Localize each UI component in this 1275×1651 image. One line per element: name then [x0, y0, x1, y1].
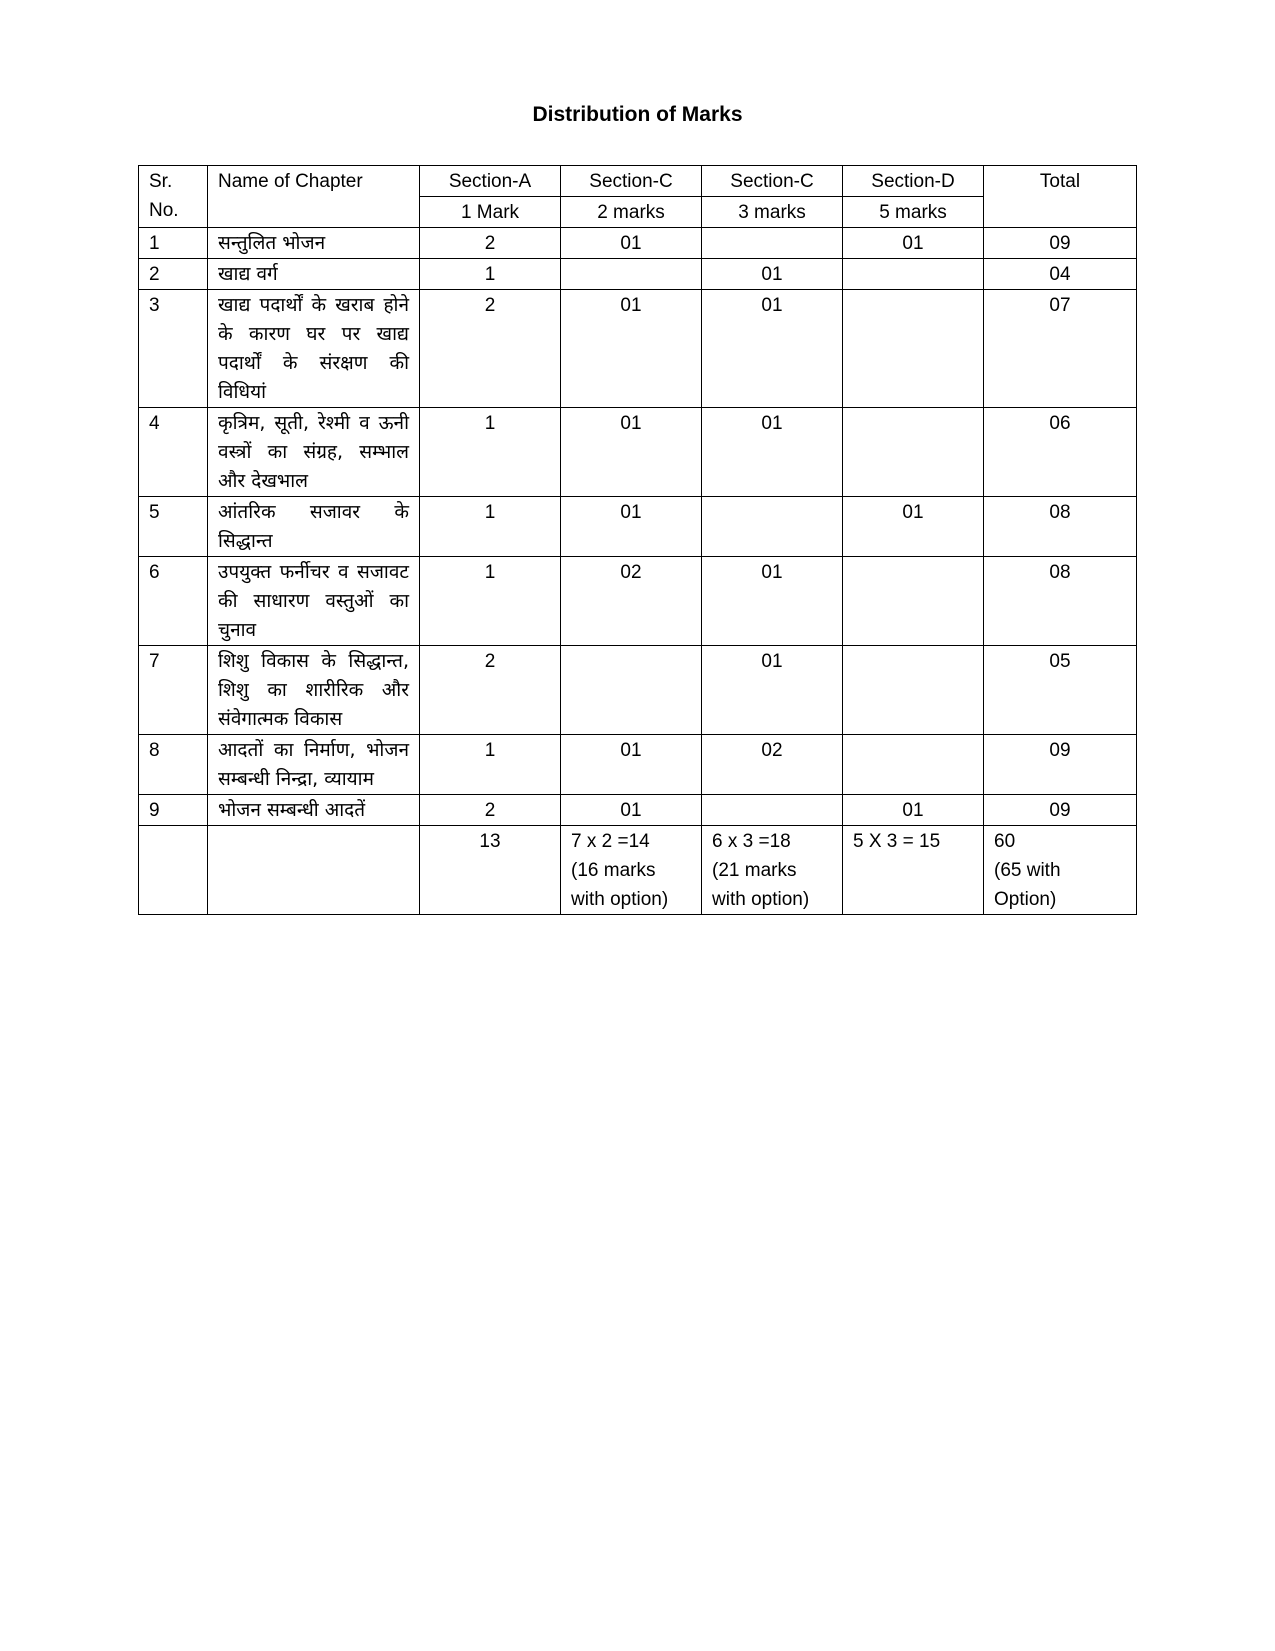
sr-cell: 9 — [139, 795, 208, 826]
table-header-row — [139, 166, 1137, 197]
section-a-cell: 2 — [420, 795, 561, 826]
section-c-3-cell: 01 — [702, 408, 843, 497]
total-cell: 06 — [984, 408, 1137, 497]
section-a-cell: 2 — [420, 646, 561, 735]
header-section-c-3: Section-C — [702, 166, 843, 197]
section-a-cell: 1 — [420, 259, 561, 290]
section-c-3-cell: 01 — [702, 290, 843, 408]
section-c-2-cell: 01 — [561, 735, 702, 795]
totals-section-c-2: 7 x 2 =14 (16 marks with option) — [561, 826, 702, 915]
total-cell: 09 — [984, 735, 1137, 795]
sr-cell: 7 — [139, 646, 208, 735]
total-cell: 04 — [984, 259, 1137, 290]
section-c-2-cell: 01 — [561, 497, 702, 557]
section-d-cell — [843, 259, 984, 290]
section-c-3-cell: 01 — [702, 259, 843, 290]
section-c-2-cell — [561, 646, 702, 735]
section-d-cell — [843, 290, 984, 408]
header-section-a: Section-A — [420, 166, 561, 197]
header-sr-no: Sr. No. — [139, 166, 208, 228]
section-c-3-cell — [702, 795, 843, 826]
table-row — [139, 646, 1137, 735]
section-d-cell — [843, 557, 984, 646]
totals-grand-total: 60 (65 with Option) — [984, 826, 1137, 915]
section-c-2-cell — [561, 259, 702, 290]
section-c-3-cell — [702, 497, 843, 557]
sr-cell: 1 — [139, 228, 208, 259]
table-row — [139, 795, 1137, 826]
table-row — [139, 408, 1137, 497]
sr-cell: 8 — [139, 735, 208, 795]
chapter-cell: आंतरिक सजावर के सिद्धान्त — [208, 497, 420, 557]
sr-cell: 3 — [139, 290, 208, 408]
header-section-a-marks: 1 Mark — [420, 197, 561, 228]
section-d-cell — [843, 646, 984, 735]
section-a-cell: 2 — [420, 228, 561, 259]
sr-cell: 2 — [139, 259, 208, 290]
section-a-cell: 1 — [420, 408, 561, 497]
total-cell: 08 — [984, 497, 1137, 557]
sr-cell: 5 — [139, 497, 208, 557]
chapter-cell: खाद्य पदार्थों के खराब होने के कारण घर पर खाद्य पदार्थों के संरक्षण की विधियां — [208, 290, 420, 408]
section-c-3-cell: 01 — [702, 557, 843, 646]
marks-distribution-table — [138, 165, 1137, 915]
section-c-3-cell: 02 — [702, 735, 843, 795]
header-section-d-marks: 5 marks — [843, 197, 984, 228]
chapter-cell: आदतों का निर्माण, भोजन सम्बन्धी निन्द्रा, व्यायाम — [208, 735, 420, 795]
chapter-cell: उपयुक्त फर्नीचर व सजावट की साधारण वस्तुओं का चुनाव — [208, 557, 420, 646]
table-row — [139, 735, 1137, 795]
totals-chapter-cell — [208, 826, 420, 915]
chapter-cell: सन्तुलित भोजन — [208, 228, 420, 259]
table-row — [139, 290, 1137, 408]
page-title: Distribution of Marks — [532, 103, 743, 126]
section-d-cell: 01 — [843, 497, 984, 557]
header-section-d: Section-D — [843, 166, 984, 197]
total-cell: 05 — [984, 646, 1137, 735]
section-a-cell: 2 — [420, 290, 561, 408]
total-cell: 09 — [984, 795, 1137, 826]
header-section-c-2-marks: 2 marks — [561, 197, 702, 228]
section-c-2-cell: 01 — [561, 795, 702, 826]
totals-sr-cell — [139, 826, 208, 915]
section-a-cell: 1 — [420, 497, 561, 557]
header-total: Total — [984, 166, 1137, 228]
section-c-2-cell: 01 — [561, 408, 702, 497]
sr-cell: 6 — [139, 557, 208, 646]
chapter-cell: कृत्रिम, सूती, रेश्मी व ऊनी वस्त्रों का संग्रह, सम्भाल और देखभाल — [208, 408, 420, 497]
chapter-cell: भोजन सम्बन्धी आदतें — [208, 795, 420, 826]
section-d-cell: 01 — [843, 795, 984, 826]
table-row — [139, 228, 1137, 259]
section-c-2-cell: 01 — [561, 290, 702, 408]
totals-section-c-3: 6 x 3 =18 (21 marks with option) — [702, 826, 843, 915]
total-cell: 08 — [984, 557, 1137, 646]
sr-cell: 4 — [139, 408, 208, 497]
chapter-cell: खाद्य वर्ग — [208, 259, 420, 290]
section-a-cell: 1 — [420, 557, 561, 646]
section-c-2-cell: 01 — [561, 228, 702, 259]
header-section-c-3-marks: 3 marks — [702, 197, 843, 228]
total-cell: 09 — [984, 228, 1137, 259]
totals-section-d: 5 X 3 = 15 — [843, 826, 984, 915]
total-cell: 07 — [984, 290, 1137, 408]
totals-section-a: 13 — [420, 826, 561, 915]
table-row — [139, 497, 1137, 557]
header-section-c-2: Section-C — [561, 166, 702, 197]
section-c-2-cell: 02 — [561, 557, 702, 646]
section-c-3-cell: 01 — [702, 646, 843, 735]
totals-row — [139, 826, 1137, 915]
table-row — [139, 259, 1137, 290]
section-d-cell — [843, 735, 984, 795]
table-row — [139, 557, 1137, 646]
section-d-cell — [843, 408, 984, 497]
chapter-cell: शिशु विकास के सिद्धान्त, शिशु का शारीरिक और संवेगात्मक विकास — [208, 646, 420, 735]
section-a-cell: 1 — [420, 735, 561, 795]
header-chapter: Name of Chapter — [208, 166, 420, 228]
section-c-3-cell — [702, 228, 843, 259]
section-d-cell: 01 — [843, 228, 984, 259]
